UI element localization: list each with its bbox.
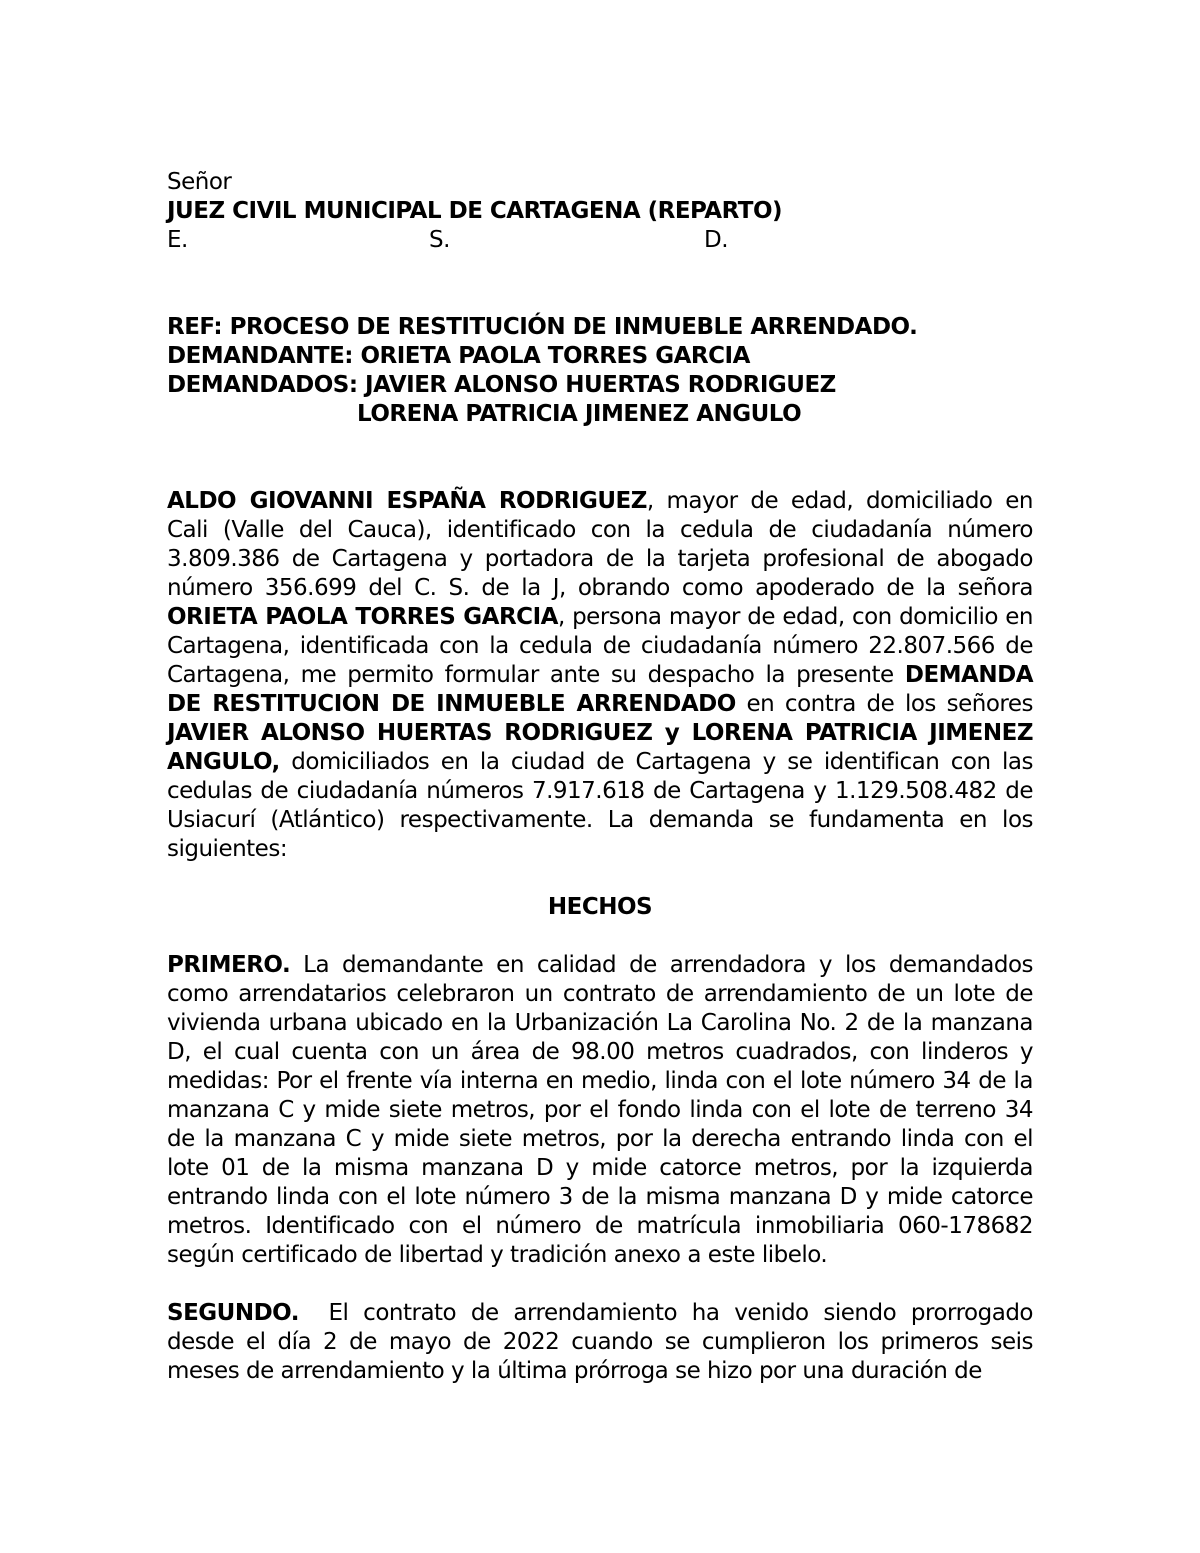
salutation: Señor [167, 169, 232, 195]
intro-text-1: , mayor de edad, domiciliado en Cali (Valle del Cauca), identificado con la cedula de ciudadanía número 3.809.386 de Cartagena y portadora de la tarjeta profesional de abogado número 356.699 del C. S. de la J, obrando como apoderado de la señora [167, 488, 1033, 601]
reference-ref: REF: PROCESO DE RESTITUCIÓN DE INMUEBLE ARRENDADO. [167, 314, 918, 340]
reference-demandado-2: LORENA PATRICIA JIMENEZ ANGULO [357, 401, 802, 427]
demand-type: DEMANDA DE RESTITUCION DE INMUEBLE ARRENDADO [167, 662, 1033, 717]
document-page [167, 168, 1040, 1386]
intro-text-2: , persona mayor de edad, con domicilio en Cartagena, identificada con la cedula de ciudadanía número 22.807.566 de Cartagena, me permito formular ante su despacho la presente [167, 604, 1033, 688]
fact-text: El contrato de arrendamiento ha venido siendo prorrogado desde el día 2 de mayo de 2022 cuando se cumplieron los primeros seis meses de arrendamiento y la última prórroga se hizo por una duración de [167, 1300, 1040, 1384]
addressee: JUEZ CIVIL MUNICIPAL DE CARTAGENA (REPARTO) [167, 198, 783, 224]
fact-paragraph-1 [167, 951, 1033, 1270]
defendants: JAVIER ALONSO HUERTAS RODRIGUEZ y LORENA PATRICIA JIMENEZ ANGULO, [167, 720, 1033, 775]
reference-demandados: DEMANDADOS: JAVIER ALONSO HUERTAS RODRIGUEZ [167, 372, 836, 398]
intro-paragraph [167, 487, 1033, 864]
spacer [167, 255, 1033, 313]
intro-text-3: en contra de los señores [735, 691, 1033, 717]
spacer [167, 429, 1033, 487]
spacer [167, 864, 1033, 893]
spacer [167, 922, 1033, 951]
fact-label: SEGUNDO. [167, 1300, 299, 1326]
lawyer-name: ALDO GIOVANNI ESPAÑA RODRIGUEZ [167, 488, 647, 514]
eds-d: D. [704, 227, 729, 253]
intro-text-4: domiciliados en la ciudad de Cartagena y se identifican con las cedulas de ciudadanía números 7.917.618 de Cartagena y 1.129.508.482 de Usiacurí (Atlántico) respectivamente. La demanda se fundamenta en los siguientes: [167, 749, 1033, 862]
client-name: ORIETA PAOLA TORRES GARCIA [167, 604, 558, 630]
section-title: HECHOS [547, 894, 653, 920]
eds-line [167, 226, 1033, 255]
fact-label: PRIMERO. [167, 952, 291, 978]
eds-s: S. [429, 227, 450, 253]
fact-text: La demandante en calidad de arrendadora y los demandados como arrendatarios celebraron un contrato de arrendamiento de un lote de vivienda urbana ubicado en la Urbanización La Carolina No. 2 de la manzana D, el cual cuenta con un área de 98.00 metros cuadrados, con linderos y medidas: Por el frente vía interna en medio, linda con el lote número 34 de la manzana C y mide siete metros, por el fondo linda con el lote de terreno 34 de la manzana C y mide siete metros, por la derecha entrando linda con el lote 01 de la misma manzana D y mide catorce metros, por la izquierda entrando linda con el lote número 3 de la misma manzana D y mide catorce metros. Identificado con el número de matrícula inmobiliaria 060-178682 según certificado de libertad y tradición anexo a este libelo. [167, 952, 1033, 1268]
fact-paragraph-2 [167, 1299, 1040, 1386]
spacer [167, 1270, 1033, 1299]
reference-demandante: DEMANDANTE: ORIETA PAOLA TORRES GARCIA [167, 343, 750, 369]
eds-e: E. [167, 227, 188, 253]
